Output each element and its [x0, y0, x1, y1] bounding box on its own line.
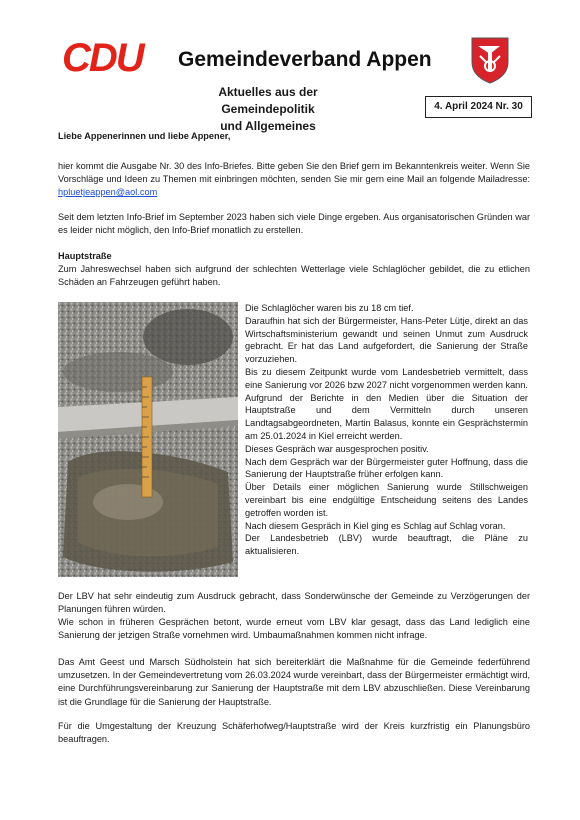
section-heading: Hauptstraße	[58, 251, 112, 261]
subtitle-line-2: und Allgemeines	[220, 119, 316, 133]
section-side-text	[245, 302, 528, 558]
intro-paragraph	[58, 160, 530, 200]
subtitle-line-1: Aktuelles aus der Gemeindepolitik	[218, 85, 318, 116]
page-title: Gemeindeverband Appen	[178, 48, 432, 71]
section-lead: Zum Jahreswechsel haben sich aufgrund der schlechten Wetterlage viele Schlaglöcher gebildet, die zu etlichen Schäden an Fahrzeugen geführt haben.	[58, 264, 530, 288]
side-paragraph: Aufgrund der Berichte in den Medien über die Situation der Hauptstraße und dem Vermitteln durch unseren Landtagsabgeordneten, Martin Balasus, konnte ein Gesprächstermin am 25.01.2024 in Kiel erreicht werden.	[245, 392, 528, 441]
email-link[interactable]: hpluetjeappen@aol.com	[58, 187, 158, 198]
after-paragraph-3: Das Amt Geest und Marsch Südholstein hat sich bereiterklärt die Maßnahme für die Gemeinde federführend umzusetzen. In der Gemeindevertretung vom 26.03.2024 wurde vereinbart, dass der Bürgermeister ermächtigt wird, eine Durchführungsvereinbarung zur Sanierung der Hauptstraße mit dem LBV abzuschließen. Diese Vereinbarung ist die Grundlage für die Sanierung der Hauptstraße.	[58, 657, 530, 707]
issue-date-box: 4. April 2024 Nr. 30	[425, 96, 532, 118]
side-paragraph: Die Schlaglöcher waren bis zu 18 cm tief.	[245, 303, 414, 313]
pothole-photo-graphic	[58, 302, 238, 577]
side-paragraph: Nach dem Gespräch war der Bürgermeister guter Hoffnung, dass die Sanierung der Hauptstraße früher erfolgen kann.	[245, 456, 528, 480]
intro-paragraph-2: Seit dem letzten Info-Brief im September 2023 haben sich viele Dinge ergeben. Aus organisatorischen Gründen war es leider nicht möglich, den Info-Brief monatlich zu erstellen.	[58, 212, 530, 236]
greeting: Liebe Appenerinnen und liebe Appener,	[58, 131, 231, 141]
intro-text: hier kommt die Ausgabe Nr. 30 des Info-Briefes. Bitte geben Sie den Brief gern im Bekanntenkreis weiter. Wenn Sie Vorschläge und Ideen zu Themen mit einbringen möchten, senden Sie mir gern eine Mail an folgende Mailadresse:	[58, 161, 530, 185]
pothole-photo	[58, 302, 238, 577]
side-paragraph: Bis zu diesem Zeitpunkt wurde vom Landesbetrieb vermittelt, dass eine Sanierung vor 2026 bzw 2027 nicht vorgenommen werden kann.	[245, 366, 528, 390]
after-paragraph-4: Für die Umgestaltung der Kreuzung Schäferhofweg/Hauptstraße wird der Kreis kurzfristig ein Planungsbüro beauftragen.	[58, 721, 530, 745]
after-paragraph-1: Der LBV hat sehr eindeutig zum Ausdruck gebracht, dass Sonderwünsche der Gemeinde zu Verzögerungen der Planungen führen würden.	[58, 591, 530, 615]
subtitle	[178, 84, 358, 135]
cdu-logo: CDU	[62, 36, 143, 80]
side-paragraph: Nach diesem Gespräch in Kiel ging es Schlag auf Schlag voran.	[245, 520, 506, 531]
side-paragraph: Dieses Gespräch war ausgesprochen positiv.	[245, 443, 429, 454]
municipal-crest-icon	[470, 36, 510, 84]
side-paragraph: Daraufhin hat sich der Bürgermeister, Hans-Peter Lütje, direkt an das Wirtschaftsministerium gewandt und seinen Unmut zum Ausdruck gebracht. Er hat das Land aufgefordert, die Sanierung der Straße vorzuziehen.	[245, 315, 528, 365]
side-paragraph: Über Details einer möglichen Sanierung wurde Stillschweigen vereinbart bis eine endgültige Entscheidung seitens des Landes getroffen worden ist.	[245, 482, 528, 518]
after-paragraph-2: Wie schon in früheren Gesprächen betont, wurde erneut vom LBV klar gesagt, dass das Land lediglich eine Sanierung der jetzigen Straße vornehmen wird. Umbaumaßnahmen kommen nicht infrage.	[58, 617, 530, 641]
side-paragraph: Der Landesbetrieb (LBV) wurde beauftragt, die Pläne zu aktualisieren.	[245, 533, 528, 557]
